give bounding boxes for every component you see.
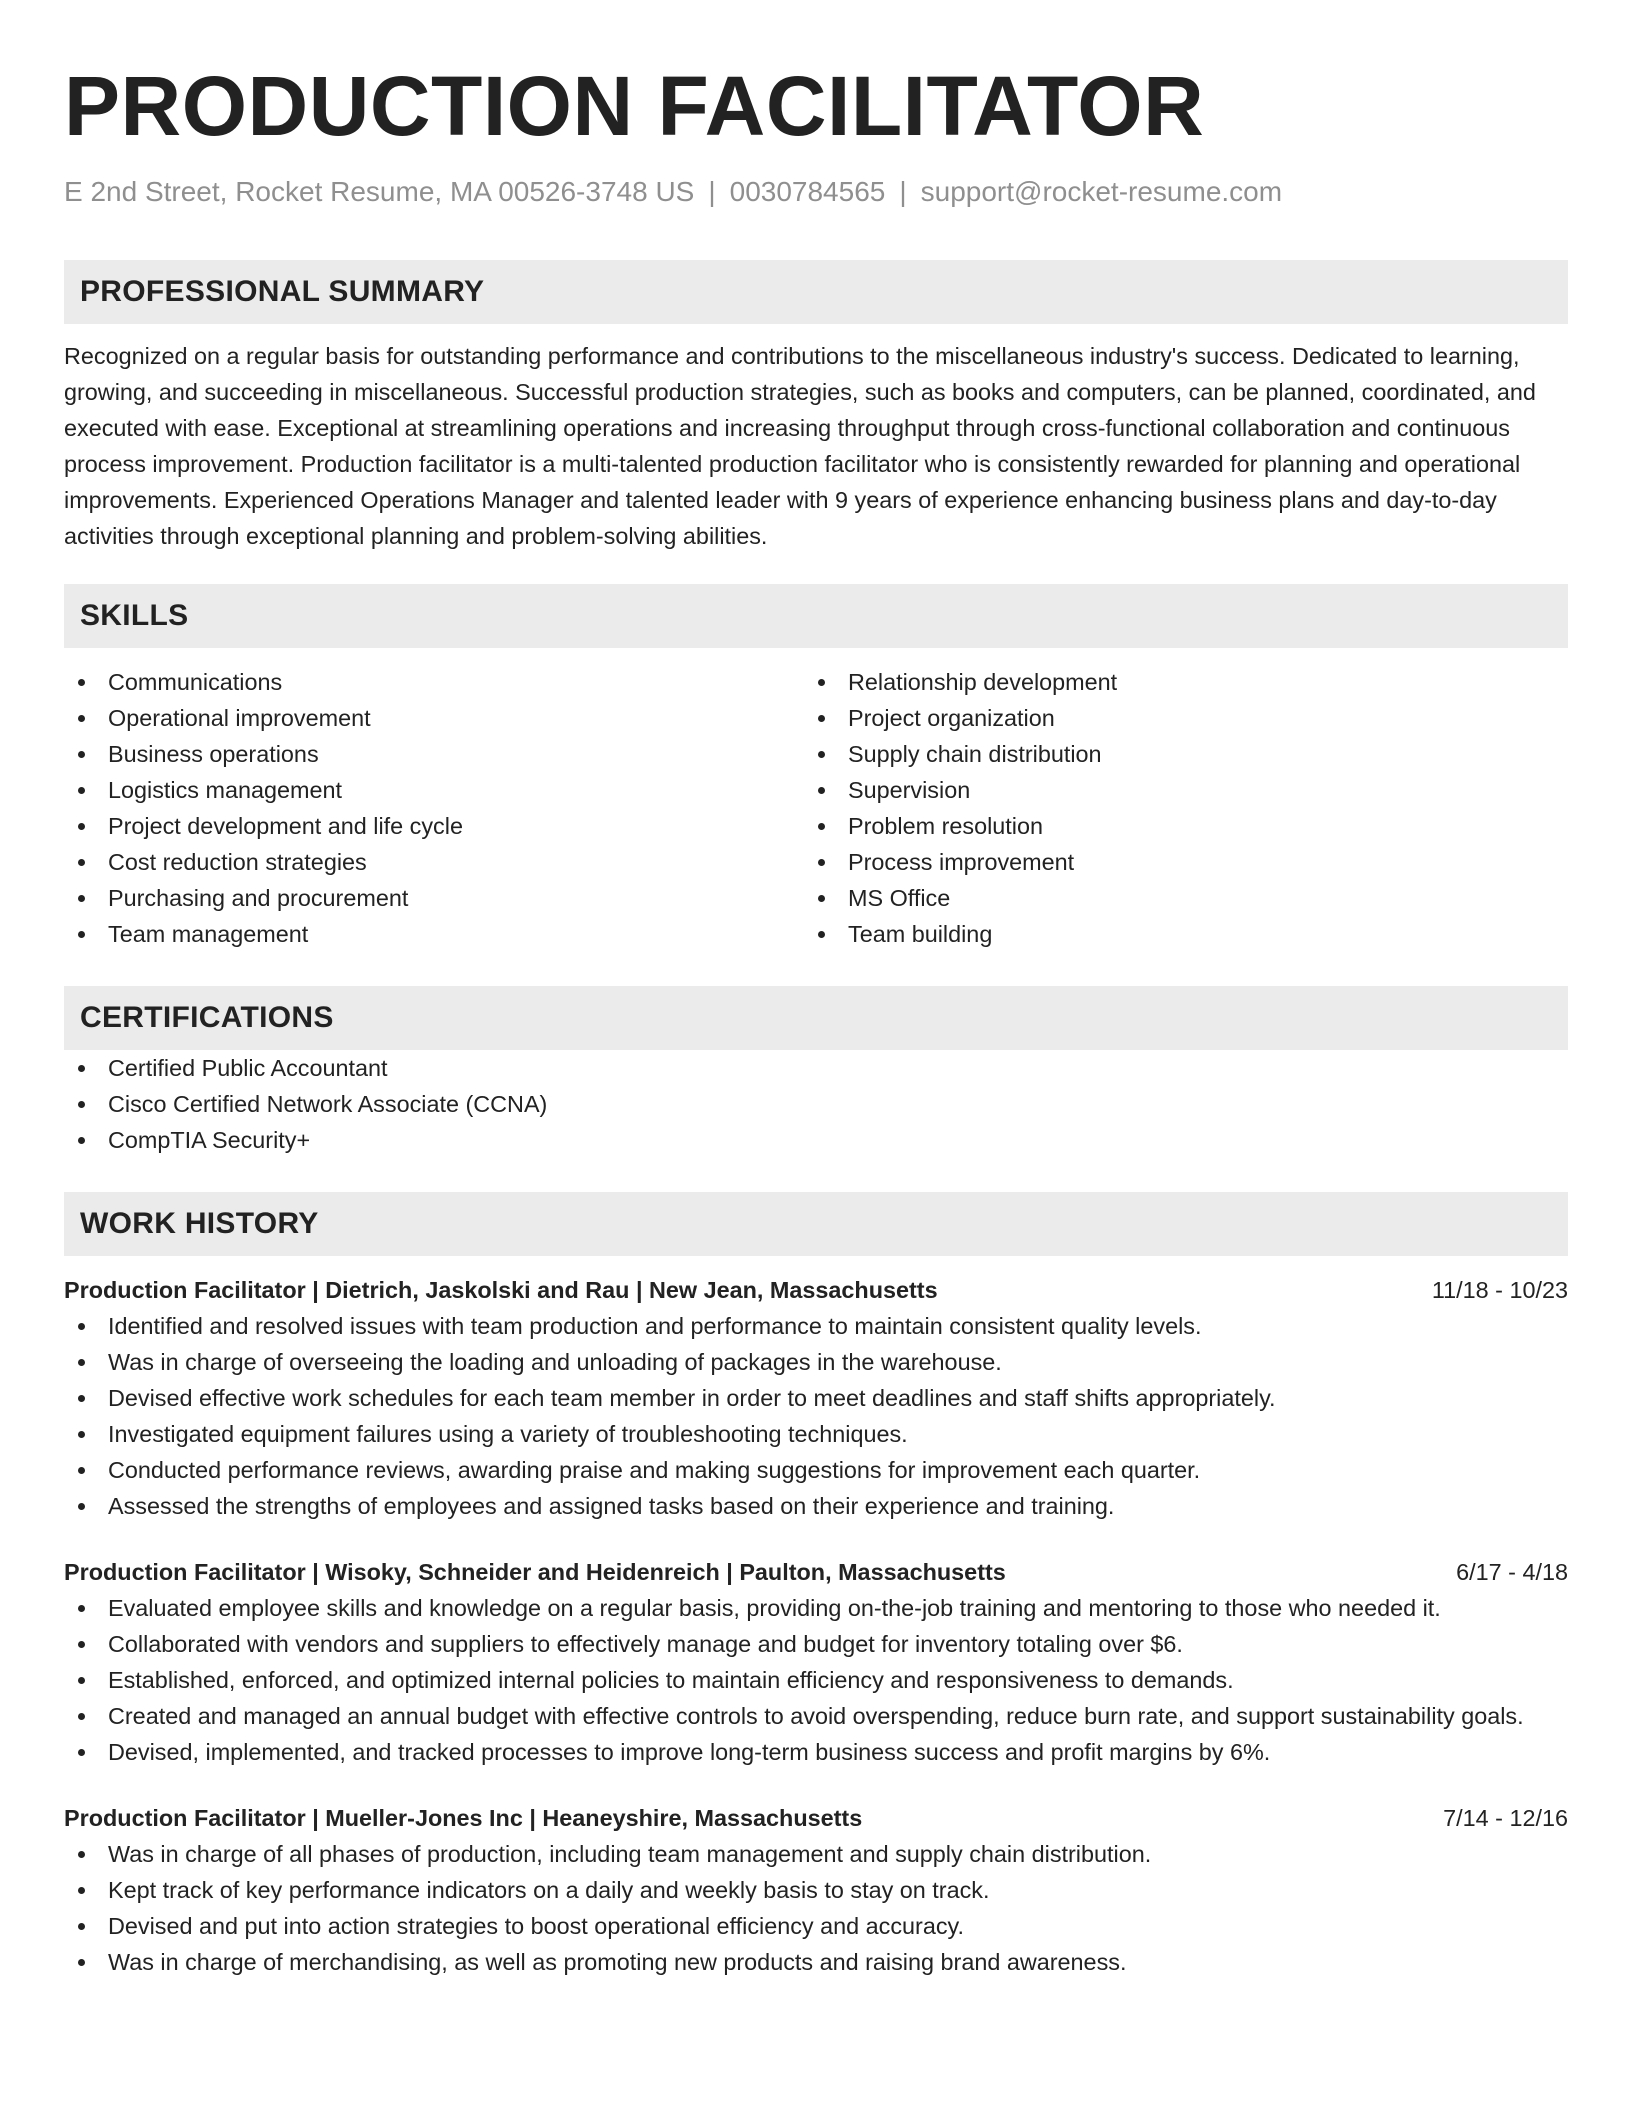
- job-bullet: Collaborated with vendors and suppliers to effectively manage and budget for inventory totaling over $6.: [64, 1626, 1568, 1662]
- skill-item: Supervision: [804, 772, 1544, 808]
- job-header: [64, 1800, 1568, 1836]
- work-history-section-header: [64, 1192, 1568, 1256]
- skill-item: Problem resolution: [804, 808, 1544, 844]
- job-title: Production Facilitator | Wisoky, Schneider and Heidenreich | Paulton, Massachusetts: [64, 1559, 1006, 1585]
- job-bullet: Evaluated employee skills and knowledge on a regular basis, providing on-the-job training and mentoring to those who needed it.: [64, 1590, 1568, 1626]
- job-entry: [64, 1554, 1568, 1770]
- job-entry: [64, 1272, 1568, 1524]
- job-bullet: Devised, implemented, and tracked processes to improve long-term business success and profit margins by 6%.: [64, 1734, 1568, 1770]
- job-bullet: Was in charge of all phases of production, including team management and supply chain distribution.: [64, 1836, 1568, 1872]
- skill-item: Cost reduction strategies: [64, 844, 804, 880]
- job-bullet-list: [64, 1836, 1568, 1980]
- skill-item: Purchasing and procurement: [64, 880, 804, 916]
- skill-item: Team management: [64, 916, 804, 952]
- contact-address: E 2nd Street, Rocket Resume, MA 00526-3748 US: [64, 176, 695, 207]
- skills-heading: SKILLS: [80, 599, 189, 632]
- skills-column-left: [64, 664, 804, 952]
- job-header: [64, 1554, 1568, 1590]
- job-title: Production Facilitator | Dietrich, Jaskolski and Rau | New Jean, Massachusetts: [64, 1277, 938, 1303]
- job-bullet: Was in charge of overseeing the loading and unloading of packages in the warehouse.: [64, 1344, 1568, 1380]
- certification-item: CompTIA Security+: [64, 1122, 1568, 1158]
- certification-item: Certified Public Accountant: [64, 1050, 1568, 1086]
- skill-item: Logistics management: [64, 772, 804, 808]
- contact-email: support@rocket-resume.com: [920, 176, 1283, 207]
- skills-list-left: [64, 664, 804, 952]
- certifications-heading: CERTIFICATIONS: [80, 1001, 334, 1034]
- job-header: [64, 1272, 1568, 1308]
- work-history-heading: WORK HISTORY: [80, 1207, 319, 1240]
- certifications-section-header: [64, 986, 1568, 1050]
- certifications-list: [64, 1050, 1568, 1158]
- job-bullet: Investigated equipment failures using a variety of troubleshooting techniques.: [64, 1416, 1568, 1452]
- job-bullet: Was in charge of merchandising, as well as promoting new products and raising brand awareness.: [64, 1944, 1568, 1980]
- contact-line: [64, 174, 1568, 210]
- job-bullet-list: [64, 1590, 1568, 1770]
- summary-section-header: [64, 260, 1568, 324]
- skill-item: Project development and life cycle: [64, 808, 804, 844]
- job-dates: 11/18 - 10/23: [1431, 1277, 1568, 1303]
- contact-separator: |: [708, 176, 716, 207]
- job-bullet: Kept track of key performance indicators on a daily and weekly basis to stay on track.: [64, 1872, 1568, 1908]
- skill-item: Relationship development: [804, 664, 1544, 700]
- candidate-name: PRODUCTION FACILITATOR: [64, 59, 1205, 153]
- job-bullet: Established, enforced, and optimized internal policies to maintain efficiency and responsiveness to demands.: [64, 1662, 1568, 1698]
- job-bullet: Created and managed an annual budget with effective controls to avoid overspending, reduce burn rate, and support sustainability goals.: [64, 1698, 1568, 1734]
- skill-item: Process improvement: [804, 844, 1544, 880]
- job-dates: 7/14 - 12/16: [1443, 1805, 1568, 1831]
- skill-item: Team building: [804, 916, 1544, 952]
- summary-heading: PROFESSIONAL SUMMARY: [80, 275, 485, 308]
- summary-text: Recognized on a regular basis for outstanding performance and contributions to the miscellaneous industry's success. Dedicated to learning, growing, and succeeding in miscellaneous. Successful production strategies, such as books and computers, can be planned, coordinated, and executed with ease. Exceptional at streamlining operations and increasing throughput through cross-functional collaboration and continuous process improvement. Production facilitator is a multi-talented production facilitator who is consistently rewarded for planning and operational improvements. Experienced Operations Manager and talented leader with 9 years of experience enhancing business plans and day-to-day activities through exceptional planning and problem-solving abilities.: [64, 343, 1536, 549]
- job-bullet: Devised and put into action strategies to boost operational efficiency and accuracy.: [64, 1908, 1568, 1944]
- job-title: Production Facilitator | Mueller-Jones Inc | Heaneyshire, Massachusetts: [64, 1805, 863, 1831]
- job-dates: 6/17 - 4/18: [1456, 1559, 1568, 1585]
- skill-item: Supply chain distribution: [804, 736, 1544, 772]
- skill-item: Operational improvement: [64, 700, 804, 736]
- job-bullet: Assessed the strengths of employees and assigned tasks based on their experience and training.: [64, 1488, 1568, 1524]
- skills-grid: [64, 664, 1568, 952]
- skills-column-right: [804, 664, 1544, 952]
- skill-item: Communications: [64, 664, 804, 700]
- job-bullet-list: [64, 1308, 1568, 1524]
- certification-item: Cisco Certified Network Associate (CCNA): [64, 1086, 1568, 1122]
- job-bullet: Identified and resolved issues with team production and performance to maintain consistent quality levels.: [64, 1308, 1568, 1344]
- job-bullet: Devised effective work schedules for each team member in order to meet deadlines and staff shifts appropriately.: [64, 1380, 1568, 1416]
- skills-section-header: [64, 584, 1568, 648]
- skill-item: Business operations: [64, 736, 804, 772]
- skill-item: Project organization: [804, 700, 1544, 736]
- job-bullet: Conducted performance reviews, awarding praise and making suggestions for improvement each quarter.: [64, 1452, 1568, 1488]
- skill-item: MS Office: [804, 880, 1544, 916]
- job-entry: [64, 1800, 1568, 1980]
- skills-list-right: [804, 664, 1544, 952]
- contact-phone: 0030784565: [729, 176, 886, 207]
- contact-separator: |: [899, 176, 907, 207]
